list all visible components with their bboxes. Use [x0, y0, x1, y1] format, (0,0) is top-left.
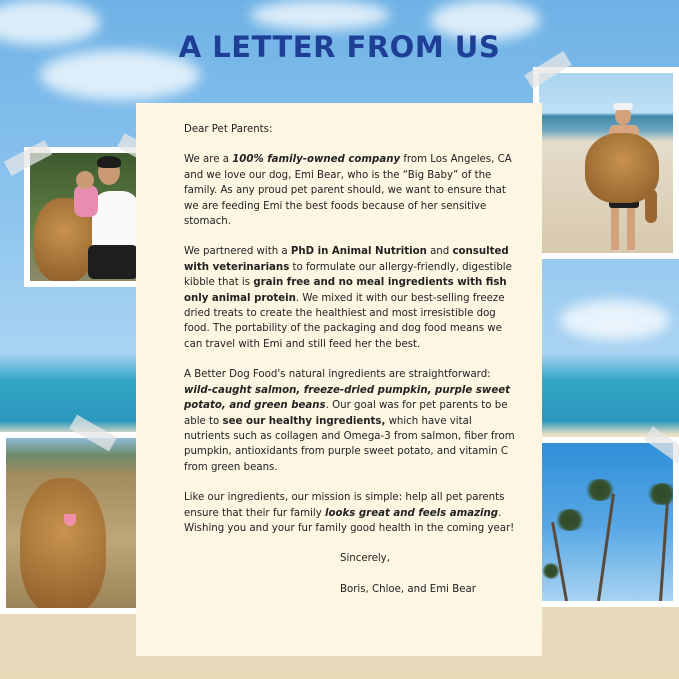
- person-figure: [92, 191, 140, 249]
- dog-figure: [20, 478, 106, 608]
- baby-figure: [74, 185, 98, 217]
- palm-tree: [553, 509, 587, 531]
- letter-paragraph-2: [184, 244, 520, 352]
- body-text: Like our ingredients, our mission is simple: help all pet parents ensure that their fur family: [184, 492, 505, 519]
- body-text: and: [426, 246, 453, 258]
- letter-card: [136, 103, 542, 656]
- palm-tree: [583, 479, 617, 501]
- letter-paragraph-4: [184, 490, 520, 536]
- body-text: from Los Angeles, CA and we love our dog, Emi Bear, who is the “Big Baby” of the family. As any proud pet parent should, we want to ensure that we are feeding Emi the best foods because of her sensitive stomach.: [184, 154, 512, 228]
- palm-tree: [541, 563, 561, 579]
- cloud: [250, 0, 390, 30]
- dog-tongue: [64, 514, 76, 526]
- letter-closing: Sincerely,: [340, 553, 390, 565]
- body-text: to formulate our allergy-friendly, digestible kibble that is: [184, 261, 512, 289]
- body-text: A Better Dog Food's natural ingredients are straightforward:: [184, 369, 491, 381]
- body-text: We are a: [184, 154, 233, 166]
- emphasis-text: looks great and feels amazing: [325, 507, 499, 519]
- letter-signature: Boris, Chloe, and Emi Bear: [340, 583, 476, 595]
- body-text: We partnered with a: [184, 246, 291, 258]
- letter-greeting: Dear Pet Parents:: [184, 124, 273, 135]
- emphasis-text: wild-caught salmon, freeze-dried pumpkin, purple sweet potato, and green beans: [184, 384, 511, 412]
- emphasis-text: consulted with veterinarians: [184, 246, 509, 273]
- letter-paragraph-1: [184, 152, 520, 229]
- palm-tree: [645, 483, 673, 505]
- photo-man-holding-dog-beach: [533, 67, 679, 259]
- photo-palm-trees: [533, 437, 679, 607]
- body-text: which have vital nutrients such as collagen and Omega-3 from salmon, fiber from pumpkin, antioxidants from purple sweet potato, and vitamin C from green beans.: [184, 415, 515, 473]
- body-text: . Wishing you and your fur family good health in the coming year!: [184, 507, 515, 534]
- photo-dog-in-grass: [0, 432, 146, 614]
- emphasis-text: see our healthy ingredients,: [222, 415, 386, 427]
- body-text: . We mixed it with our best-selling freeze dried treats to create the healthiest and most irresistible dog food. The portability of the packaging and dog food means we can travel with Emi and still feed her the best.: [184, 292, 505, 350]
- page-title: A LETTER FROM US: [178, 30, 501, 64]
- emphasis-text: 100% family-owned company: [232, 154, 401, 166]
- cloud: [560, 300, 670, 340]
- emphasis-text: grain free and no meal ingredients with fish only animal protein: [184, 277, 507, 304]
- emphasis-text: PhD in Animal Nutrition: [290, 246, 427, 258]
- body-text: . Our goal was for pet parents to be able to: [184, 400, 508, 427]
- letter-paragraph-3: [184, 367, 520, 475]
- photo-family-with-dog: [24, 147, 148, 287]
